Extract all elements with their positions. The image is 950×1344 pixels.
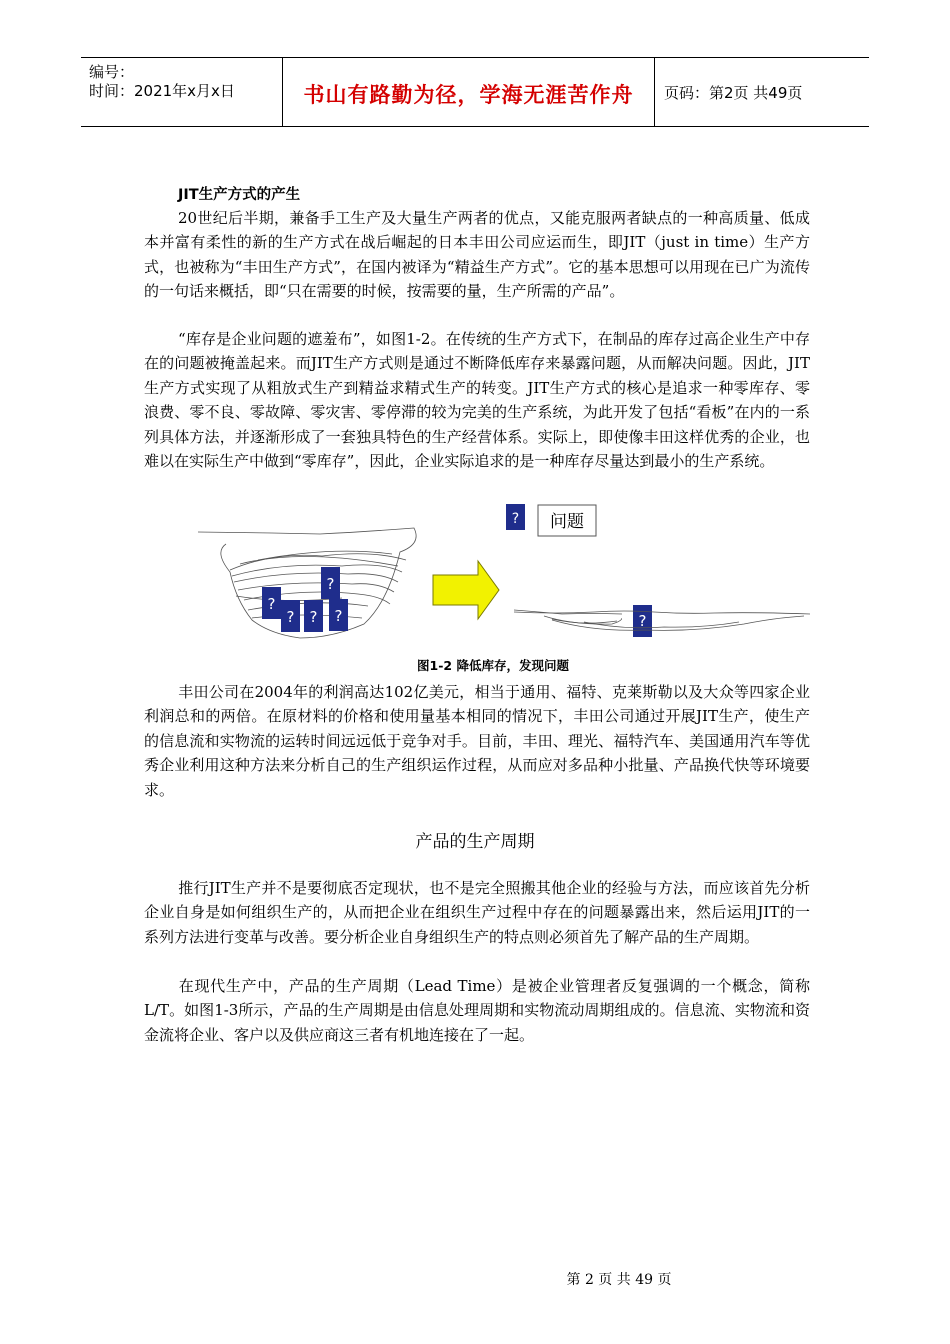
paragraph-text: 在现代生产中，产品的生产周期（Lead Time）是被企业管理者反复强调的一个概念，简称L/T。如图1-3所示，产品的生产周期是由信息处理周期和实物流动周期组成的。信息流、实物流和资金流将企业、客户以及供应商这三者有机地连接在了一起。: [144, 977, 810, 1044]
section-title-jit-origin: JIT生产方式的产生: [178, 187, 301, 203]
header-table: [81, 57, 869, 127]
question-mark: ?: [334, 607, 343, 625]
document-time-label: 时间：2021年x月x日: [89, 82, 235, 100]
right-arrow-icon: [433, 561, 499, 619]
low-inventory-water-line: [514, 606, 814, 636]
question-mark: ?: [286, 608, 295, 626]
figure-caption: 图1-2 降低库存，发现问题: [417, 658, 569, 673]
header-motto-cell: [282, 58, 655, 126]
problem-label: 问题: [550, 512, 584, 532]
question-mark: ?: [309, 608, 318, 626]
paragraph: [144, 876, 810, 949]
header-page-number: 页码：第2页 共49页: [664, 84, 803, 102]
question-mark: ?: [267, 595, 276, 613]
question-mark: ?: [326, 575, 335, 593]
question-mark: ?: [638, 612, 647, 630]
paragraph: [144, 327, 810, 473]
header-page-cell: [654, 58, 869, 126]
header-motto: 书山有路勤为径，学海无涯苦作舟: [303, 83, 634, 107]
page-footer: 第 2 页 共 49 页: [566, 1272, 672, 1288]
paragraph-text: “库存是企业问题的遮羞布”，如图1-2。在传统的生产方式下，在制品的库存过高企业生产中存在的问题被掩盖起来。而JIT生产方式则是通过不断降低库存来暴露问题，从而解决问题。因此，JIT生产方式实现了从粗放式生产到精益求精式生产的转变。JIT生产方式的核心是追求一种零库存、零浪费、零不良、零故障、零灾害、零停滞的较为完美的生产系统，为此开发了包括“看板”在内的一系列具体方法，并逐渐形成了一套独具特色的生产经营体系。实际上，即使像丰田这样优秀的企业，也难以在实际生产中做到“零库存”，因此，企业实际追求的是一种库存尽量达到最小的生产系统。: [144, 330, 810, 471]
header-meta-cell: [81, 58, 281, 126]
paragraph-text: 推行JIT生产并不是要彻底否定现状，也不是完全照搬其他企业的经验与方法，而应该首先分析企业自身是如何组织生产的，从而把企业在组织生产过程中存在的问题暴露出来，然后运用JIT的一系列方法进行变革与改善。要分析企业自身组织生产的特点则必须首先了解产品的生产周期。: [144, 879, 810, 946]
section-title-lead-time: 产品的生产周期: [415, 832, 535, 852]
paragraph-text: 20世纪后半期，兼备手工生产及大量生产两者的优点，又能克服两者缺点的一种高质量、低成本并富有柔性的新的生产方式在战后崛起的日本丰田公司应运而生，即JIT（just in time）生产方式，也被称为“丰田生产方式”，在国内被译为“精益生产方式”。它的基本思想可以用现在已广为流传的一句话来概括，即“只在需要的时候，按需要的量，生产所需的产品”。: [144, 209, 810, 301]
paragraph-text: 丰田公司在2004年的利润高达102亿美元，相当于通用、福特、克莱斯勒以及大众等四家企业利润总和的两倍。在原材料的价格和使用量基本相同的情况下，丰田公司通过开展JIT生产，使生产的信息流和实物流的运转时间远远低于竞争对手。目前，丰田、理光、福特汽车、美国通用汽车等优秀企业利用这种方法来分析自己的生产组织运作过程，从而应对多品种小批量、产品换代快等环境要求。: [144, 683, 810, 799]
document-number-label: 编号：: [89, 63, 135, 81]
hidden-problem-blocks: [262, 567, 348, 632]
paragraph: [144, 680, 810, 802]
paragraph: [144, 974, 810, 1047]
paragraph: [144, 206, 810, 304]
question-mark: ?: [511, 511, 520, 527]
